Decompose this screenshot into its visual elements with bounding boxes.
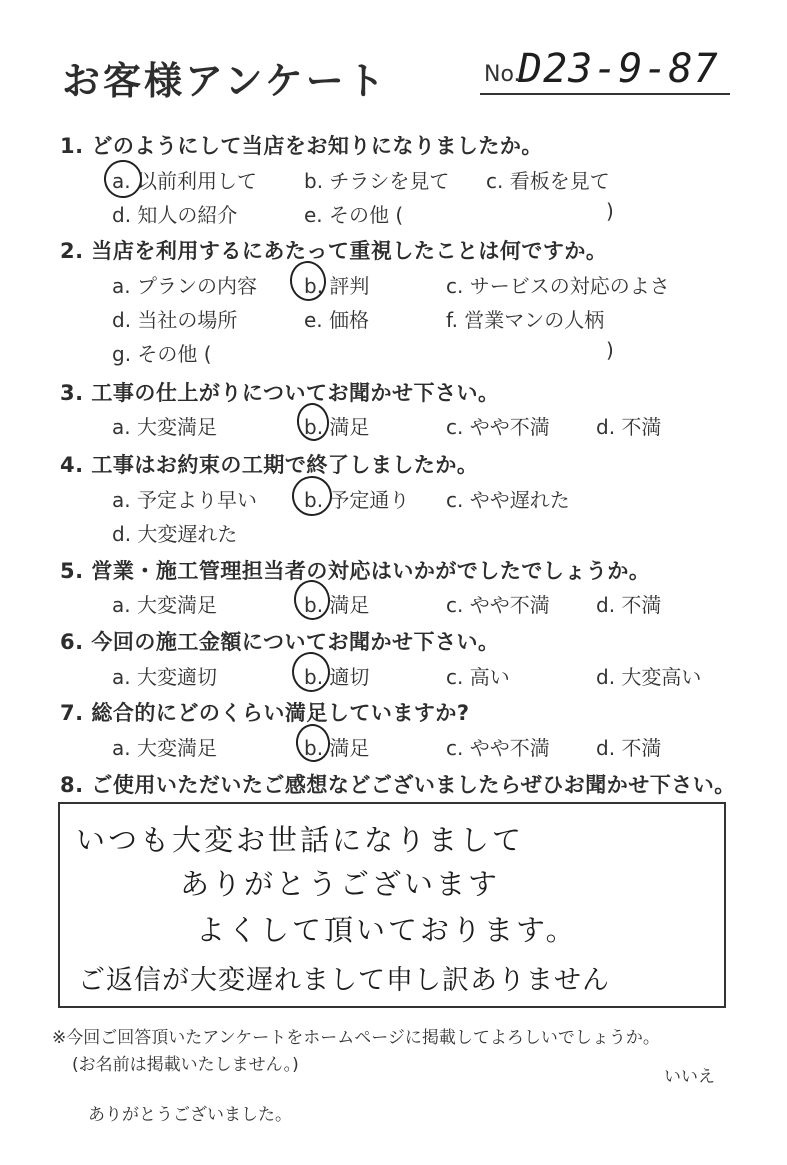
q5-option-b[interactable]: b. 満足 <box>304 593 370 617</box>
answer-no[interactable]: いいえ <box>664 1067 715 1087</box>
q2-option-b[interactable]: b. 評判 <box>304 274 370 298</box>
question-3: 3. 工事の仕上がりについてお聞かせ下さい。 <box>60 381 500 405</box>
comment-line-2: ありがとうございます <box>180 867 501 901</box>
q1-option-e[interactable]: e. その他 ( <box>304 203 404 227</box>
q5-option-a[interactable]: a. 大変満足 <box>112 593 217 617</box>
q6-option-c[interactable]: c. 高い <box>446 665 510 689</box>
q2-option-g[interactable]: g. その他 ( <box>112 342 212 366</box>
comment-line-1: いつも大変お世話になりまして <box>76 823 525 857</box>
q7-option-c[interactable]: c. やや不満 <box>446 736 550 760</box>
publish-question: ※今回ご回答頂いたアンケートをホームページに掲載してよろしいでしょうか。 <box>52 1028 660 1048</box>
q4-option-d[interactable]: d. 大変遅れた <box>112 522 238 546</box>
q5-option-d[interactable]: d. 不満 <box>596 593 662 617</box>
q4-option-a[interactable]: a. 予定より早い <box>112 488 257 512</box>
q2-option-g-close: ) <box>606 338 614 362</box>
q1-option-b[interactable]: b. チラシを見て <box>304 169 450 193</box>
q3-option-d[interactable]: d. 不満 <box>596 415 662 439</box>
question-7: 7. 総合的にどのくらい満足していますか? <box>60 701 470 725</box>
question-5: 5. 営業・施工管理担当者の対応はいかがでしたでしょうか。 <box>60 559 651 583</box>
q3-option-a[interactable]: a. 大変満足 <box>112 415 217 439</box>
q2-option-e[interactable]: e. 価格 <box>304 308 370 332</box>
q2-option-f[interactable]: f. 営業マンの人柄 <box>446 308 605 332</box>
question-1: 1. どのようにして当店をお知りになりましたか。 <box>60 134 543 158</box>
q3-option-c[interactable]: c. やや不満 <box>446 415 550 439</box>
q4-option-b[interactable]: b. 予定通り <box>304 488 410 512</box>
q2-option-c[interactable]: c. サービスの対応のよさ <box>446 274 670 298</box>
q6-option-a[interactable]: a. 大変適切 <box>112 665 217 689</box>
number-underline <box>480 93 730 95</box>
q6-option-d[interactable]: d. 大変高い <box>596 665 702 689</box>
q2-option-d[interactable]: d. 当社の場所 <box>112 308 238 332</box>
page-title: お客様アンケート <box>62 59 388 103</box>
q4-option-c[interactable]: c. やや遅れた <box>446 488 570 512</box>
question-2: 2. 当店を利用するにあたって重視したことは何ですか。 <box>60 239 608 263</box>
q3-option-b[interactable]: b. 満足 <box>304 415 370 439</box>
q7-option-b[interactable]: b. 満足 <box>304 736 370 760</box>
thanks-message: ありがとうございました。 <box>88 1105 292 1125</box>
q5-option-c[interactable]: c. やや不満 <box>446 593 550 617</box>
question-8: 8. ご使用いただいたご感想などございましたらぜひお聞かせ下さい。 <box>60 773 736 797</box>
q7-option-a[interactable]: a. 大変満足 <box>112 736 217 760</box>
q1-selected-circle <box>102 158 145 201</box>
number-label: No. <box>484 62 521 87</box>
q1-option-a[interactable]: a. 以前利用して <box>112 169 257 193</box>
comment-line-3: よくして頂いております。 <box>196 913 578 947</box>
name-note: (お名前は掲載いたしません。) <box>72 1055 299 1075</box>
q2-option-a[interactable]: a. プランの内容 <box>112 274 257 298</box>
number-value: D23-9-87 <box>518 46 719 92</box>
q1-option-c[interactable]: c. 看板を見て <box>486 169 610 193</box>
question-6: 6. 今回の施工金額についてお聞かせ下さい。 <box>60 630 500 654</box>
q6-option-b[interactable]: b. 適切 <box>304 665 370 689</box>
question-4: 4. 工事はお約束の工期で終了しましたか。 <box>60 453 479 477</box>
q1-option-d[interactable]: d. 知人の紹介 <box>112 203 238 227</box>
q1-option-e-close: ) <box>606 199 614 223</box>
comment-line-4: ご返信が大変遅れまして申し訳ありません <box>78 965 610 996</box>
q7-option-d[interactable]: d. 不満 <box>596 736 662 760</box>
